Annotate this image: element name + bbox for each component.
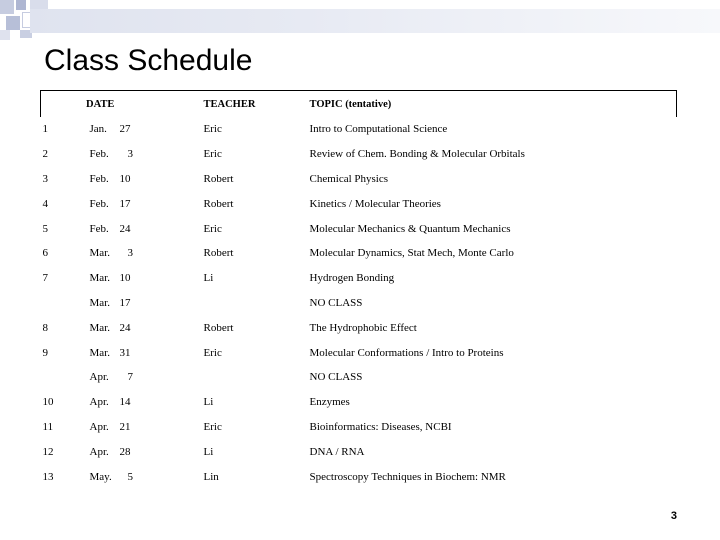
row-number (41, 365, 90, 390)
row-number (41, 291, 90, 316)
row-teacher: Robert (203, 321, 234, 334)
row-teacher: Li (203, 445, 214, 458)
table-row (41, 117, 677, 142)
table-row (41, 191, 677, 216)
row-day: 3 (127, 247, 133, 260)
row-day: 24 (119, 222, 131, 235)
table-row (41, 142, 677, 167)
row-teacher: Li (203, 396, 214, 409)
row-day: 17 (119, 197, 131, 210)
row-topic: DNA / RNA (309, 445, 365, 458)
table-row (41, 415, 677, 440)
row-month: May. (89, 470, 112, 483)
row-number: 13 (42, 470, 54, 483)
row-number: 9 (42, 346, 48, 359)
row-teacher: Robert (203, 197, 234, 210)
row-date (90, 315, 204, 340)
table-row (41, 439, 677, 464)
row-month: Apr. (89, 420, 109, 433)
table-header-row (41, 91, 677, 118)
row-topic: Spectroscopy Techniques in Biochem: NMR (309, 470, 506, 483)
row-date (90, 340, 204, 365)
row-number: 12 (42, 445, 54, 458)
row-topic: Kinetics / Molecular Theories (309, 197, 441, 210)
row-month: Apr. (89, 445, 109, 458)
row-date (90, 291, 204, 316)
row-topic: Molecular Mechanics & Quantum Mechanics (309, 222, 511, 235)
schedule-table (40, 90, 677, 489)
row-month: Feb. (89, 197, 109, 210)
row-date (90, 439, 204, 464)
row-topic: Molecular Dynamics, Stat Mech, Monte Carlo (309, 247, 514, 260)
row-month: Mar. (89, 321, 110, 334)
page-title: Class Schedule (44, 44, 253, 77)
row-teacher: Eric (203, 346, 222, 359)
row-teacher: Lin (203, 470, 219, 483)
row-number: 5 (42, 222, 48, 235)
row-teacher: Robert (203, 247, 234, 260)
row-day: 21 (119, 420, 131, 433)
row-teacher (204, 291, 310, 316)
row-day: 14 (119, 396, 131, 409)
row-date (90, 365, 204, 390)
row-number: 8 (42, 321, 48, 334)
row-topic: NO CLASS (309, 296, 363, 309)
row-topic: The Hydrophobic Effect (309, 321, 417, 334)
row-day: 10 (119, 172, 131, 185)
row-number: 1 (42, 123, 48, 136)
row-month: Mar. (89, 247, 110, 260)
row-topic: Enzymes (309, 396, 350, 409)
row-date (90, 191, 204, 216)
row-date (90, 241, 204, 266)
row-day: 10 (119, 272, 131, 285)
row-number: 11 (42, 420, 54, 433)
row-topic: NO CLASS (309, 371, 363, 384)
row-topic: Chemical Physics (309, 172, 389, 185)
table-row (41, 266, 677, 291)
row-number: 2 (42, 148, 48, 161)
table-row (41, 241, 677, 266)
row-month: Apr. (89, 371, 109, 384)
row-month: Feb. (89, 172, 109, 185)
row-day: 28 (119, 445, 131, 458)
row-teacher: Eric (203, 148, 222, 161)
row-teacher: Robert (203, 172, 234, 185)
row-day: 24 (119, 321, 131, 334)
row-month: Mar. (89, 346, 110, 359)
row-teacher: Li (203, 272, 214, 285)
row-date (90, 390, 204, 415)
row-teacher: Eric (203, 123, 222, 136)
page-number: 3 (670, 510, 677, 522)
row-topic: Intro to Computational Science (309, 123, 448, 136)
row-day: 27 (119, 123, 131, 136)
row-number: 6 (42, 247, 48, 260)
header-date: DATE (41, 91, 204, 118)
row-teacher: Eric (203, 222, 222, 235)
table-row (41, 291, 677, 316)
row-date (90, 216, 204, 241)
row-topic: Review of Chem. Bonding & Molecular Orbitals (309, 148, 525, 161)
row-topic: Molecular Conformations / Intro to Proteins (309, 346, 504, 359)
header-topic: TOPIC (tentative) (310, 91, 677, 118)
row-day: 17 (119, 296, 131, 309)
table-row (41, 340, 677, 365)
header-band (30, 9, 720, 33)
row-month: Jan. (89, 123, 107, 136)
row-day: 7 (127, 371, 133, 384)
row-date (90, 464, 204, 489)
table-row (41, 216, 677, 241)
table-row (41, 464, 677, 489)
row-date (90, 117, 204, 142)
row-month: Mar. (89, 272, 110, 285)
row-date (90, 142, 204, 167)
row-topic: Bioinformatics: Diseases, NCBI (309, 420, 452, 433)
row-teacher (204, 365, 310, 390)
row-month: Apr. (89, 396, 109, 409)
row-date (90, 266, 204, 291)
row-day: 5 (127, 470, 133, 483)
table-row (41, 365, 677, 390)
table-row (41, 315, 677, 340)
row-month: Mar. (89, 296, 110, 309)
row-number: 4 (42, 197, 48, 210)
header-teacher: TEACHER (204, 91, 310, 118)
row-date (90, 415, 204, 440)
row-date (90, 167, 204, 192)
row-month: Feb. (89, 222, 109, 235)
row-number: 10 (42, 396, 54, 409)
table-row (41, 167, 677, 192)
row-number: 3 (42, 172, 48, 185)
row-day: 31 (119, 346, 131, 359)
row-month: Feb. (89, 148, 109, 161)
row-day: 3 (127, 148, 133, 161)
row-teacher: Eric (203, 420, 222, 433)
row-number: 7 (42, 272, 48, 285)
table-row (41, 390, 677, 415)
row-topic: Hydrogen Bonding (309, 272, 395, 285)
